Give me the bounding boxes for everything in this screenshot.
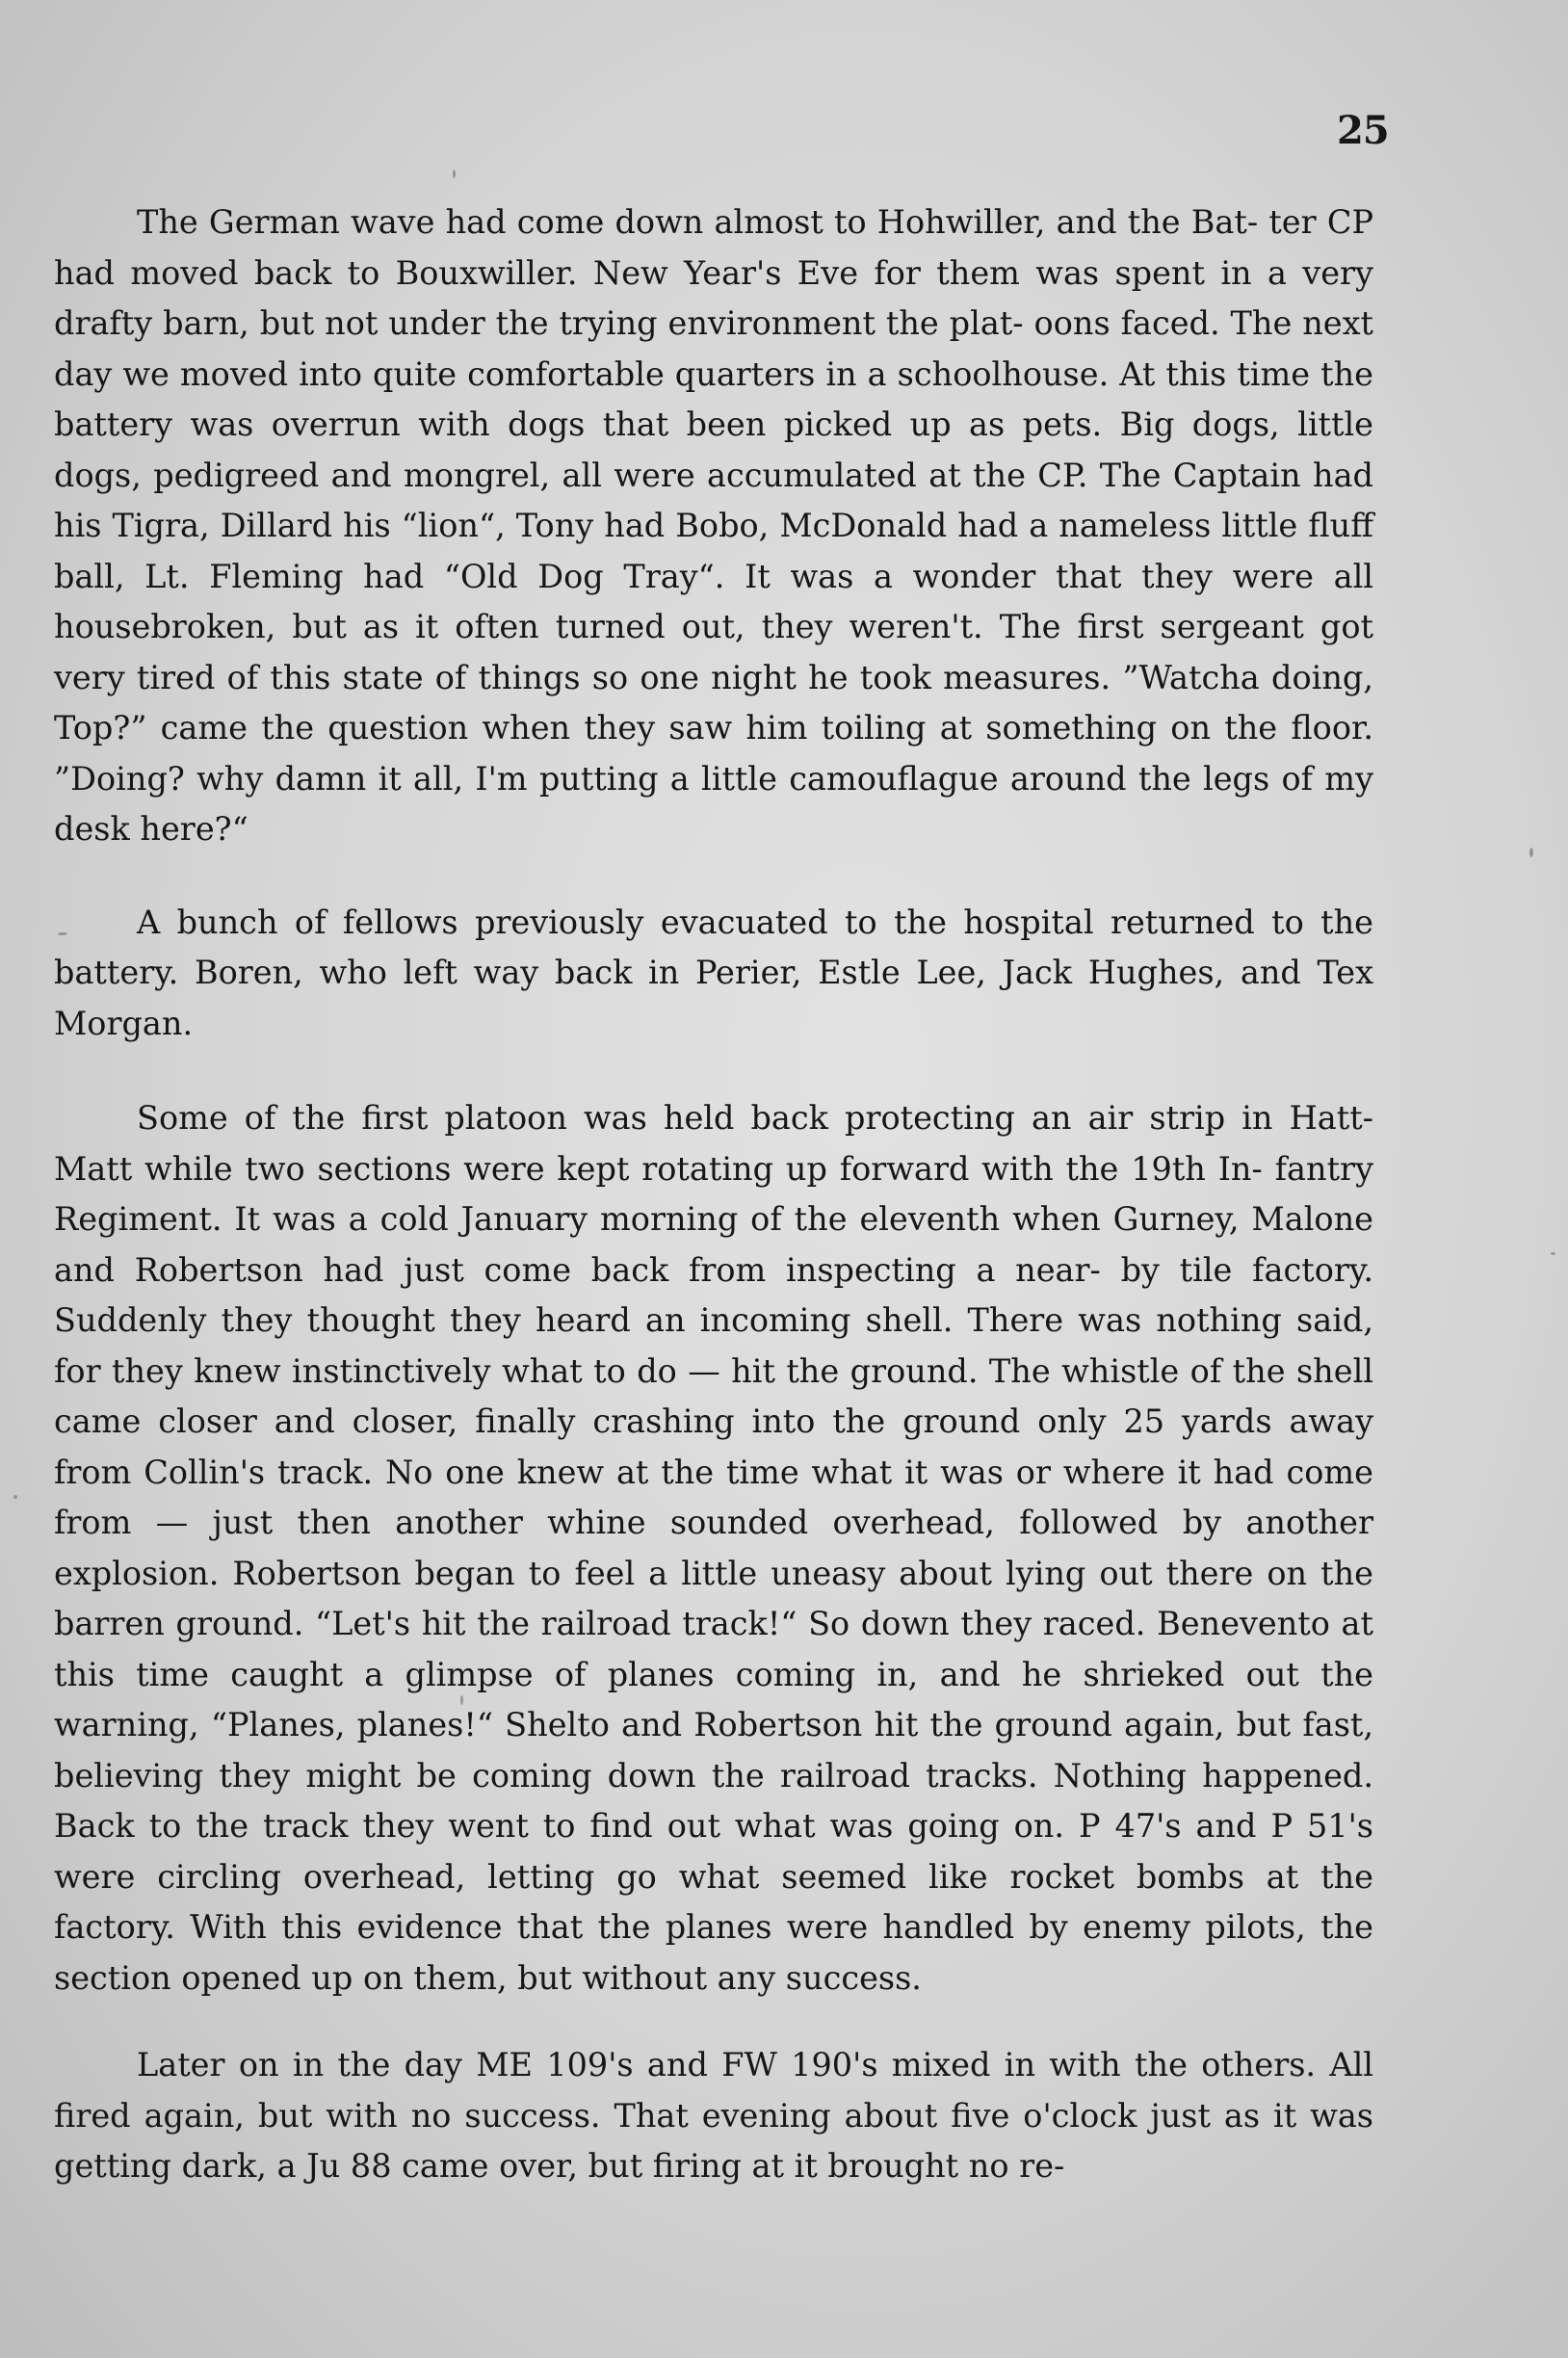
page-number: 25 [1337, 108, 1389, 153]
print-speck [1529, 848, 1533, 857]
body-text [54, 197, 1373, 2235]
print-speck [58, 932, 67, 935]
print-speck [453, 170, 456, 178]
print-speck [13, 1495, 17, 1499]
paragraph-new-years-eve: The German wave had come down almost to Hohwiller, and the Bat- ter CP had moved back to Bouxwiller. New Year's Eve for them was spent in a very drafty barn, but not under the trying environment the plat- oons faced. The next day we moved into quite comfortable quarters in a schoolhouse. At this time the battery was overrun with dogs that been picked up as pets. Big dogs, little dogs, pedigreed and mongrel, all were accumulated at the CP. The Captain had his Tigra, Dillard his “lion“, Tony had Bobo, McDonald had a nameless little fluff ball, Lt. Fleming had “Old Dog Tray“. It was a wonder that they were all housebroken, but as it often turned out, they weren't. The first sergeant got very tired of this state of things so one night he took measures. ”Watcha doing, Top?” came the question when they saw him toiling at something on the floor. ”Doing? why damn it all, I'm putting a little camouflague around the legs of my desk here?“ [54, 203, 1373, 848]
print-speck [1551, 1252, 1555, 1255]
paragraph-first-platoon: Some of the first platoon was held back protecting an air strip in Hatt- Matt while two sections were kept rotating up forward with the 19th In- fantry Regiment. It was a cold January morning of the eleventh when Gurney, Malone and Robertson had just come back from inspecting a near- by tile factory. Suddenly they thought they heard an incoming shell. There was nothing said, for they knew instinctively what to do — hit the ground. The whistle of the shell came closer and closer, finally crashing into the ground only 25 yards away from Collin's track. No one knew at the time what it was or where it had come from — just then another whine sounded overhead, followed by another explosion. Robertson began to feel a little uneasy about lying out there on the barren ground. “Let's hit the railroad track!“ So down they raced. Benevento at this time caught a glimpse of planes coming in, and he shrieked out the warning, “Planes, planes!“ Shelto and Robertson hit the ground again, but fast, believing they might be coming down the railroad tracks. Nothing happened. Back to the track they went to find out what was going on. P 47's and P 51's were circling overhead, letting go what seemed like rocket bombs at the factory. With this evidence that the planes were handled by enemy pilots, the section opened up on them, but without any success. [54, 1099, 1373, 1997]
print-speck [460, 1695, 463, 1705]
paragraph-returned-fellows: A bunch of fellows previously evacuated to the hospital returned to the battery. Boren, who left way back in Perier, Estle Lee, Jack Hughes, and Tex Morgan. [54, 903, 1373, 1042]
paragraph-later-in-day: Later on in the day ME 109's and FW 190's mixed in with the others. All fired again, but with no success. That evening about five o'clock just as it was getting dark, a Ju 88 came over, but firing at it brought no re- [54, 2046, 1373, 2185]
